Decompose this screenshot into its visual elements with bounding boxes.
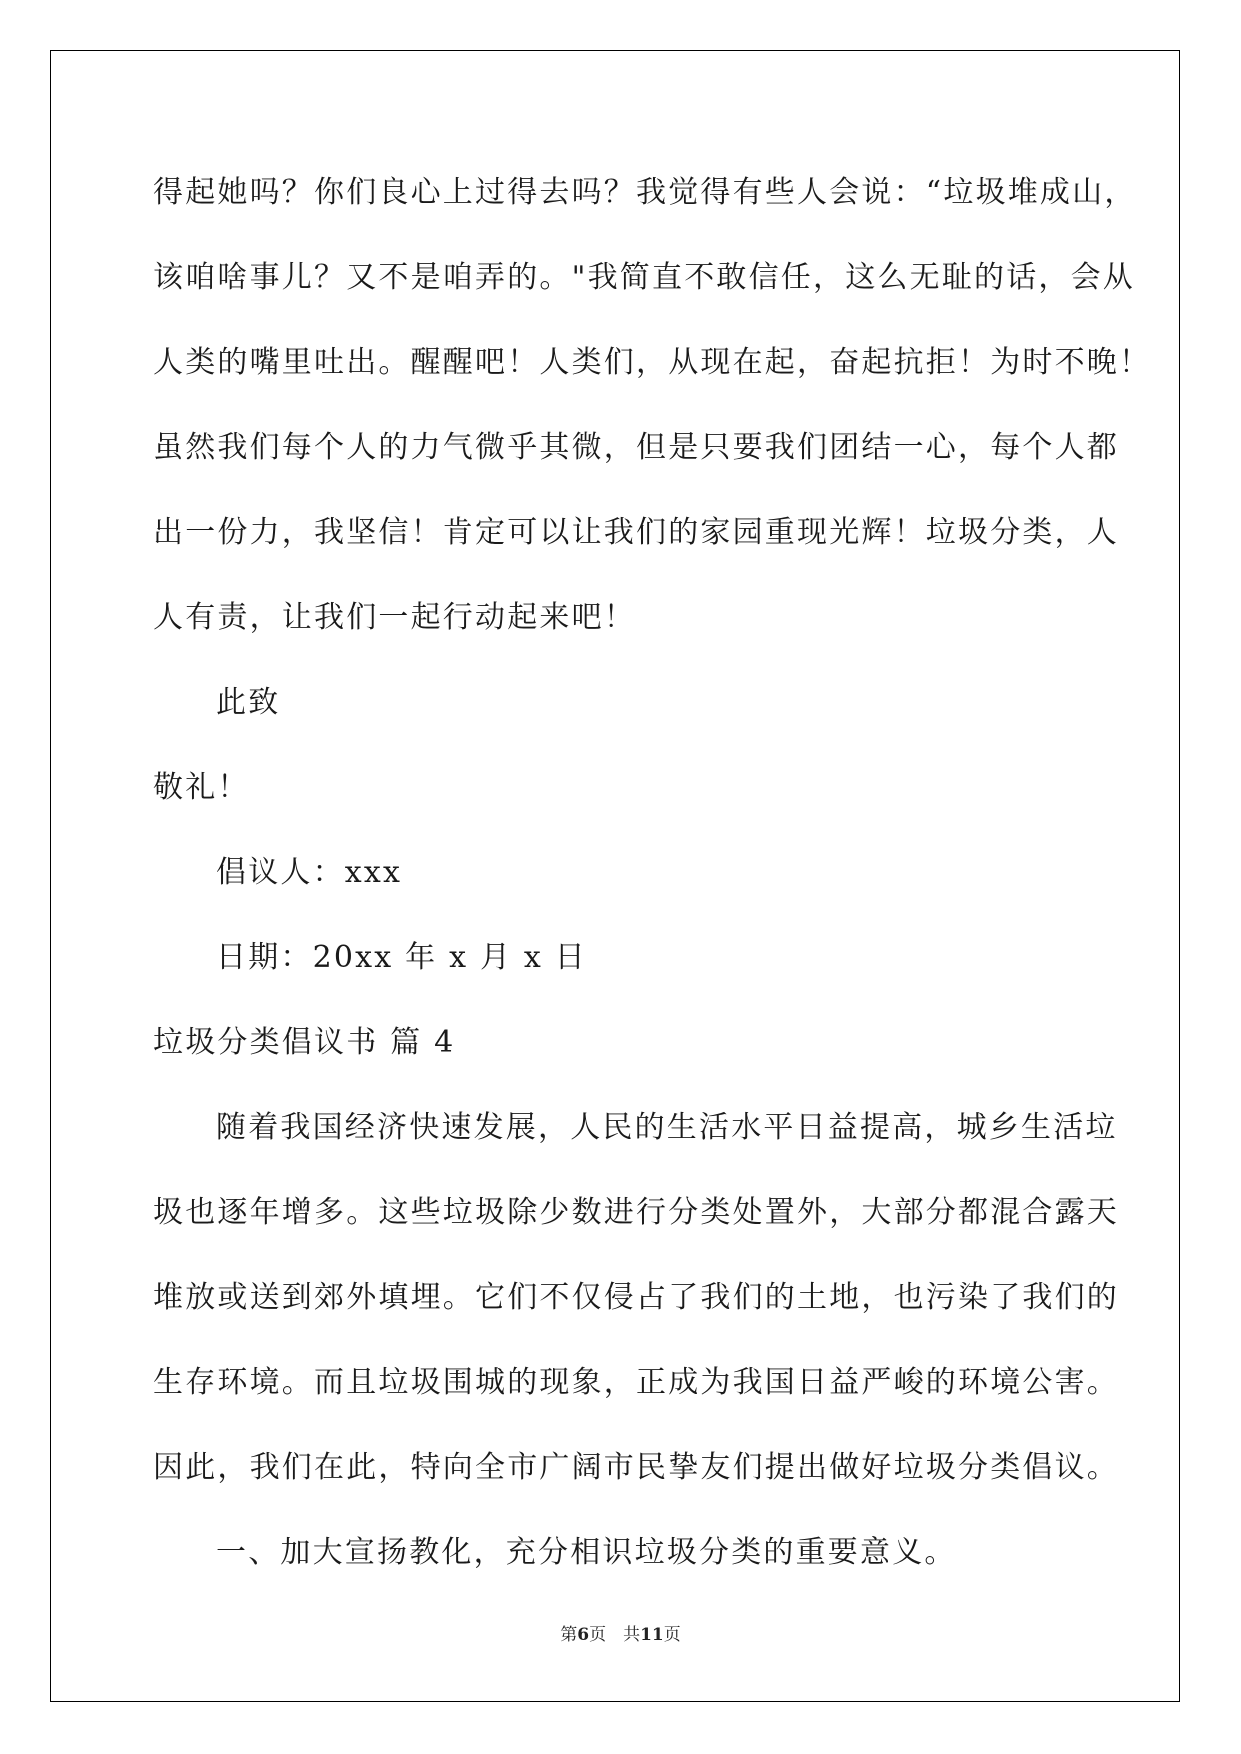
footer-prefix: 第 — [560, 1625, 578, 1645]
text-line: 堆放或送到郊外填埋。它们不仅侵占了我们的土地，也污染了我们的 — [153, 1280, 1119, 1315]
text-line: 人有责，让我们一起行动起来吧！ — [153, 600, 636, 635]
closing-salutation: 此致 — [216, 685, 281, 720]
section-heading: 垃圾分类倡议书 篇 4 — [153, 1025, 456, 1060]
text-line: 出一份力，我坚信！肯定可以让我们的家园重现光辉！垃圾分类，人 — [153, 515, 1119, 550]
current-page-number: 6 — [577, 1625, 590, 1645]
text-line: 得起她吗？你们良心上过得去吗？我觉得有些人会说：“垃圾堆成山， — [153, 175, 1137, 210]
text-line: 因此，我们在此，特向全市广阔市民挚友们提出做好垃圾分类倡议。 — [153, 1450, 1119, 1485]
text-line: 圾也逐年增多。这些垃圾除少数进行分类处置外，大部分都混合露天 — [153, 1195, 1119, 1230]
page-footer — [0, 1620, 1241, 1645]
total-page-number: 11 — [640, 1625, 664, 1645]
signatory: 倡议人：xxx — [216, 855, 403, 890]
list-item: 一、加大宣扬教化，充分相识垃圾分类的重要意义。 — [216, 1535, 957, 1570]
text-line: 生存环境。而且垃圾围城的现象，正成为我国日益严峻的环境公害。 — [153, 1365, 1119, 1400]
text-line: 虽然我们每个人的力气微乎其微，但是只要我们团结一心，每个人都 — [153, 430, 1119, 465]
text-line: 该咱啥事儿？又不是咱弄的。"我简直不敢信任，这么无耻的话，会从 — [153, 260, 1135, 295]
footer-suffix: 页 — [663, 1625, 681, 1645]
footer-mid: 页 共 — [589, 1625, 641, 1645]
date-line: 日期：20xx 年 x 月 x 日 — [216, 940, 587, 975]
text-line: 随着我国经济快速发展，人民的生活水平日益提高，城乡生活垃 — [216, 1110, 1118, 1145]
document-body — [153, 165, 1152, 1610]
closing-respect: 敬礼！ — [153, 770, 250, 805]
text-line: 人类的嘴里吐出。醒醒吧！人类们，从现在起，奋起抗拒！为时不晚！ — [153, 345, 1152, 380]
